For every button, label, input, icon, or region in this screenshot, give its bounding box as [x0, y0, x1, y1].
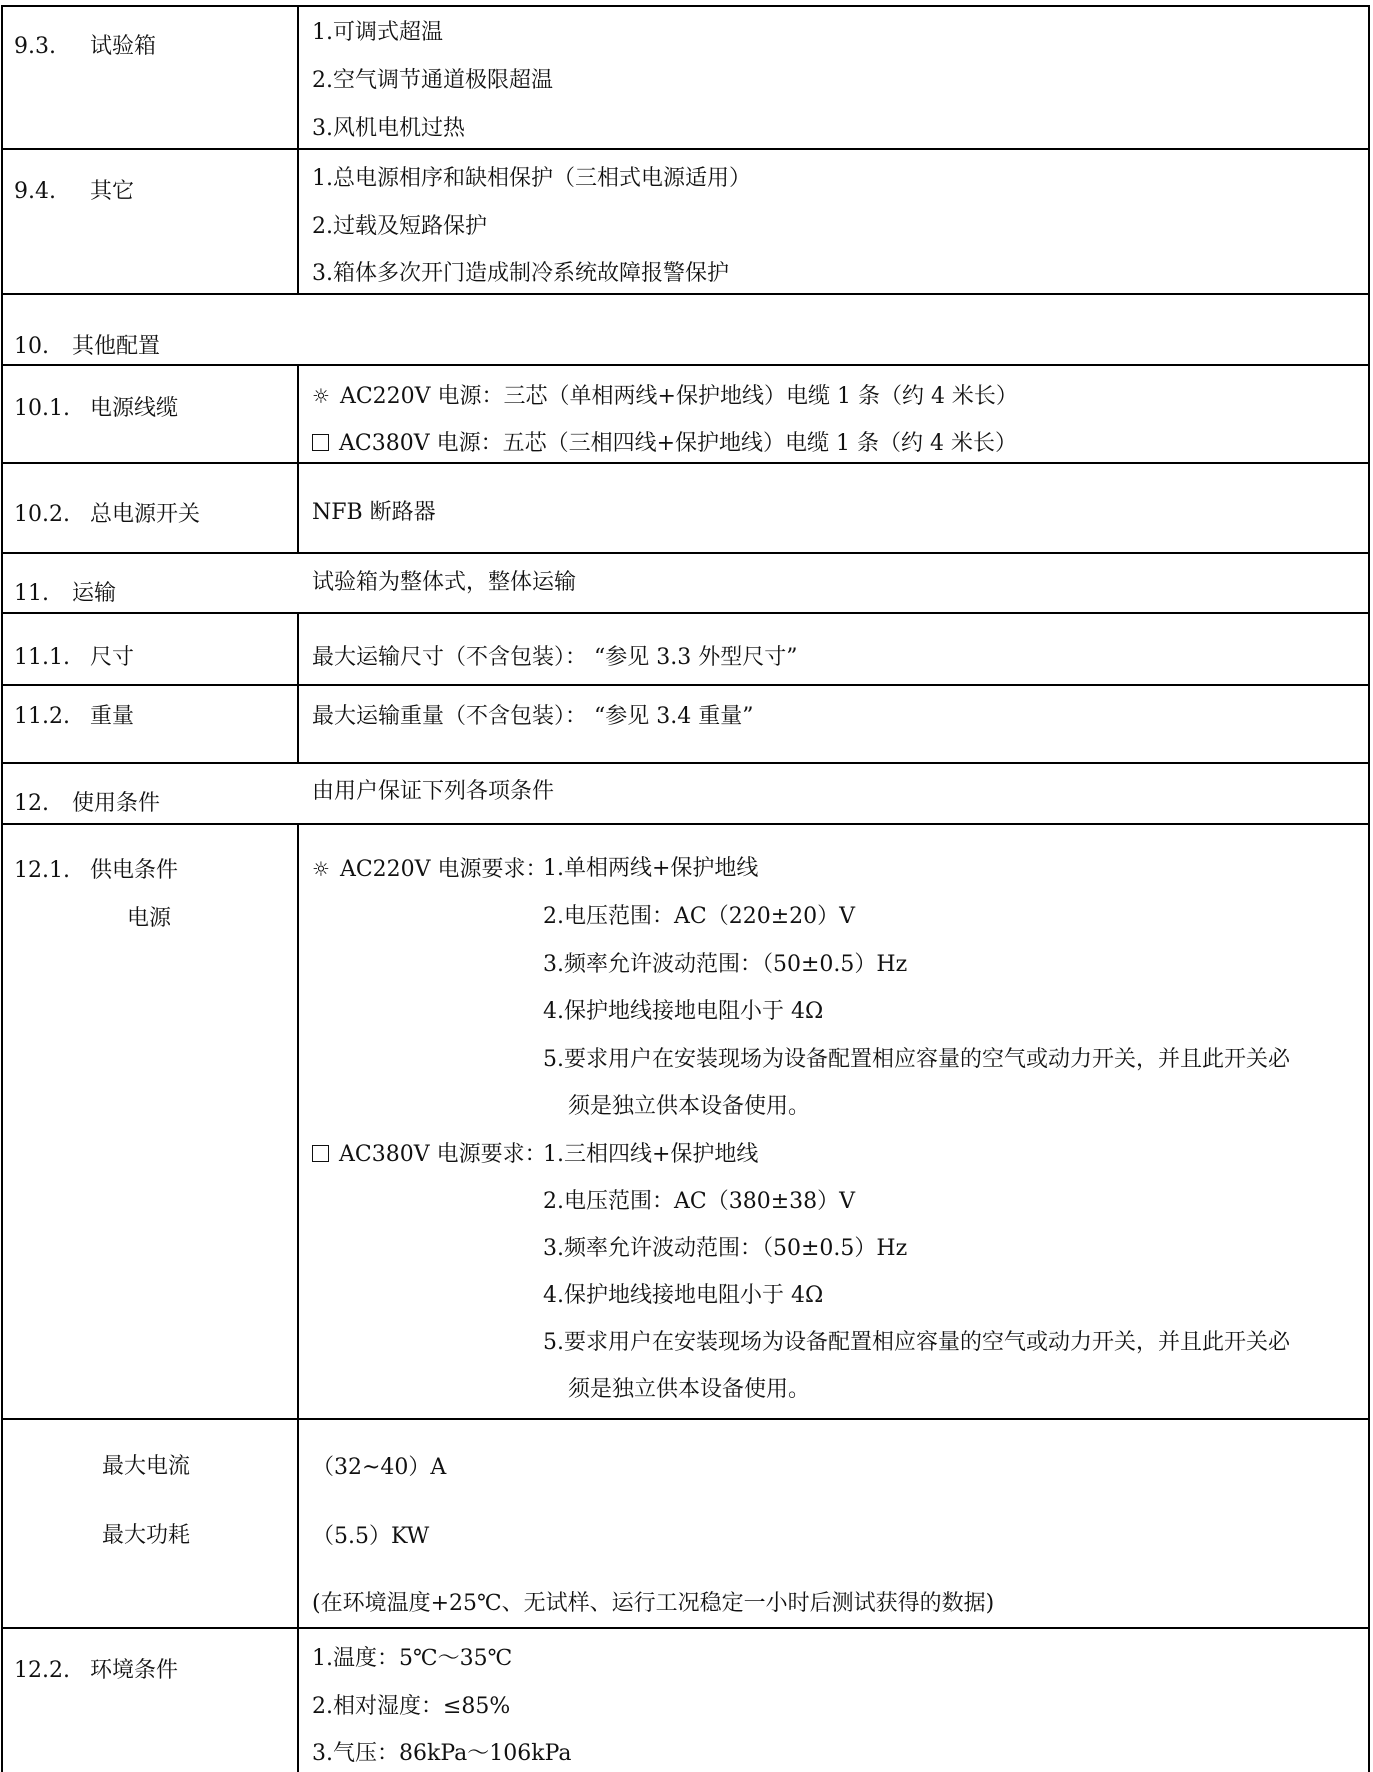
row-10-1-option: AC380V 电源：五芯（三相四线+保护地线）电缆 1 条（约 4 米长） — [312, 431, 1017, 457]
row-12-value: 由用户保证下列各项条件 — [312, 779, 555, 804]
row-12-1-sublabel: 电源 — [127, 906, 172, 931]
row-9-3-item: 1.可调式超温 — [312, 20, 443, 45]
ac220-item: 3.频率允许波动范围：（50±0.5）Hz — [543, 952, 908, 977]
row-10-2-label: 总电源开关 — [90, 502, 201, 527]
column-divider — [297, 364, 299, 552]
row-12-2-number: 12.2. — [14, 1658, 70, 1683]
ac380-item: 5.要求用户在安装现场为设备配置相应容量的空气或动力开关，并且此开关必 — [543, 1330, 1290, 1355]
max-power-value: （5.5）KW — [312, 1524, 430, 1549]
row-divider — [1, 612, 1370, 614]
row-9-4-number: 9.4. — [14, 179, 56, 204]
row-11-value: 试验箱为整体式，整体运输 — [312, 570, 577, 595]
row-10-2-number: 10.2. — [14, 502, 70, 527]
row-divider — [1, 823, 1370, 825]
ac220-item: 5.要求用户在安装现场为设备配置相应容量的空气或动力开关，并且此开关必 — [543, 1047, 1290, 1072]
row-11-1-number: 11.1. — [14, 645, 70, 670]
row-divider — [1, 762, 1370, 764]
max-power-label: 最大功耗 — [102, 1523, 191, 1548]
ac220-item: 2.电压范围：AC（220±20）V — [543, 904, 856, 929]
row-9-4-label: 其它 — [90, 179, 135, 204]
row-12-2-item: 3.气压：86kPa～106kPa — [312, 1741, 572, 1766]
ac220-item: 1.单相两线+保护地线 — [543, 856, 759, 881]
row-12-1-label: 供电条件 — [90, 858, 179, 883]
row-11-number: 11. — [14, 581, 49, 606]
row-10-1-number: 10.1. — [14, 396, 70, 421]
row-10-label: 其他配置 — [72, 334, 161, 359]
column-divider — [297, 823, 299, 1772]
ac380-item: 3.频率允许波动范围：（50±0.5）Hz — [543, 1236, 908, 1261]
row-11-2-label: 重量 — [90, 704, 135, 729]
row-divider — [1, 462, 1370, 464]
row-9-3-item: 2.空气调节通道极限超温 — [312, 68, 553, 93]
row-9-4-item: 3.箱体多次开门造成制冷系统故障报警保护 — [312, 261, 729, 286]
row-11-label: 运输 — [72, 581, 117, 606]
row-11-2-number: 11.2. — [14, 704, 70, 729]
row-divider — [1, 148, 1370, 150]
row-divider — [1, 1418, 1370, 1420]
max-current-label: 最大电流 — [102, 1454, 191, 1479]
row-12-2-item: 1.温度：5℃～35℃ — [312, 1646, 513, 1671]
row-divider — [1, 684, 1370, 686]
row-12-2-item: 2.相对湿度：≤85% — [312, 1694, 511, 1719]
row-10-2-value: NFB 断路器 — [312, 500, 436, 525]
checkbox-icon — [312, 434, 329, 451]
row-9-3-label: 试验箱 — [90, 34, 157, 59]
sun-bullet-icon: ☼ — [312, 384, 330, 408]
row-divider — [1, 1627, 1370, 1629]
ac220-item: 须是独立供本设备使用。 — [568, 1094, 811, 1119]
ac380-heading: AC380V 电源要求： — [312, 1142, 547, 1168]
row-9-3-item: 3.风机电机过热 — [312, 116, 465, 141]
row-divider — [1, 364, 1370, 366]
row-10-number: 10. — [14, 334, 49, 359]
row-12-1-number: 12.1. — [14, 858, 70, 883]
row-11-1-value: 最大运输尺寸（不含包装）： “参见 3.3 外型尺寸” — [312, 645, 798, 670]
max-current-value: （32~40）A — [312, 1455, 447, 1480]
measurement-note: (在环境温度+25℃、无试样、运行工况稳定一小时后测试获得的数据) — [312, 1591, 995, 1616]
row-10-1-option: ☼ AC220V 电源：三芯（单相两线+保护地线）电缆 1 条（约 4 米长） — [312, 384, 1018, 409]
sun-bullet-icon: ☼ — [312, 857, 330, 881]
ac380-item: 1.三相四线+保护地线 — [543, 1142, 759, 1167]
row-divider — [1, 552, 1370, 554]
row-11-2-value: 最大运输重量（不含包装）： “参见 3.4 重量” — [312, 704, 754, 729]
row-12-label: 使用条件 — [72, 791, 161, 816]
row-12-2-label: 环境条件 — [90, 1658, 179, 1683]
row-9-4-item: 2.过载及短路保护 — [312, 214, 487, 239]
row-12-number: 12. — [14, 791, 49, 816]
ac380-item: 须是独立供本设备使用。 — [568, 1377, 811, 1402]
column-divider — [297, 5, 299, 293]
checkbox-icon — [312, 1145, 329, 1162]
ac380-item: 4.保护地线接地电阻小于 4Ω — [543, 1283, 824, 1308]
row-11-1-label: 尺寸 — [90, 645, 135, 670]
row-10-1-label: 电源线缆 — [90, 396, 179, 421]
column-divider — [297, 612, 299, 762]
row-9-3-number: 9.3. — [14, 34, 56, 59]
ac220-heading: ☼ AC220V 电源要求： — [312, 857, 548, 882]
ac380-item: 2.电压范围：AC（380±38）V — [543, 1189, 856, 1214]
ac220-item: 4.保护地线接地电阻小于 4Ω — [543, 999, 824, 1024]
row-9-4-item: 1.总电源相序和缺相保护（三相式电源适用） — [312, 166, 751, 191]
row-divider — [1, 293, 1370, 295]
